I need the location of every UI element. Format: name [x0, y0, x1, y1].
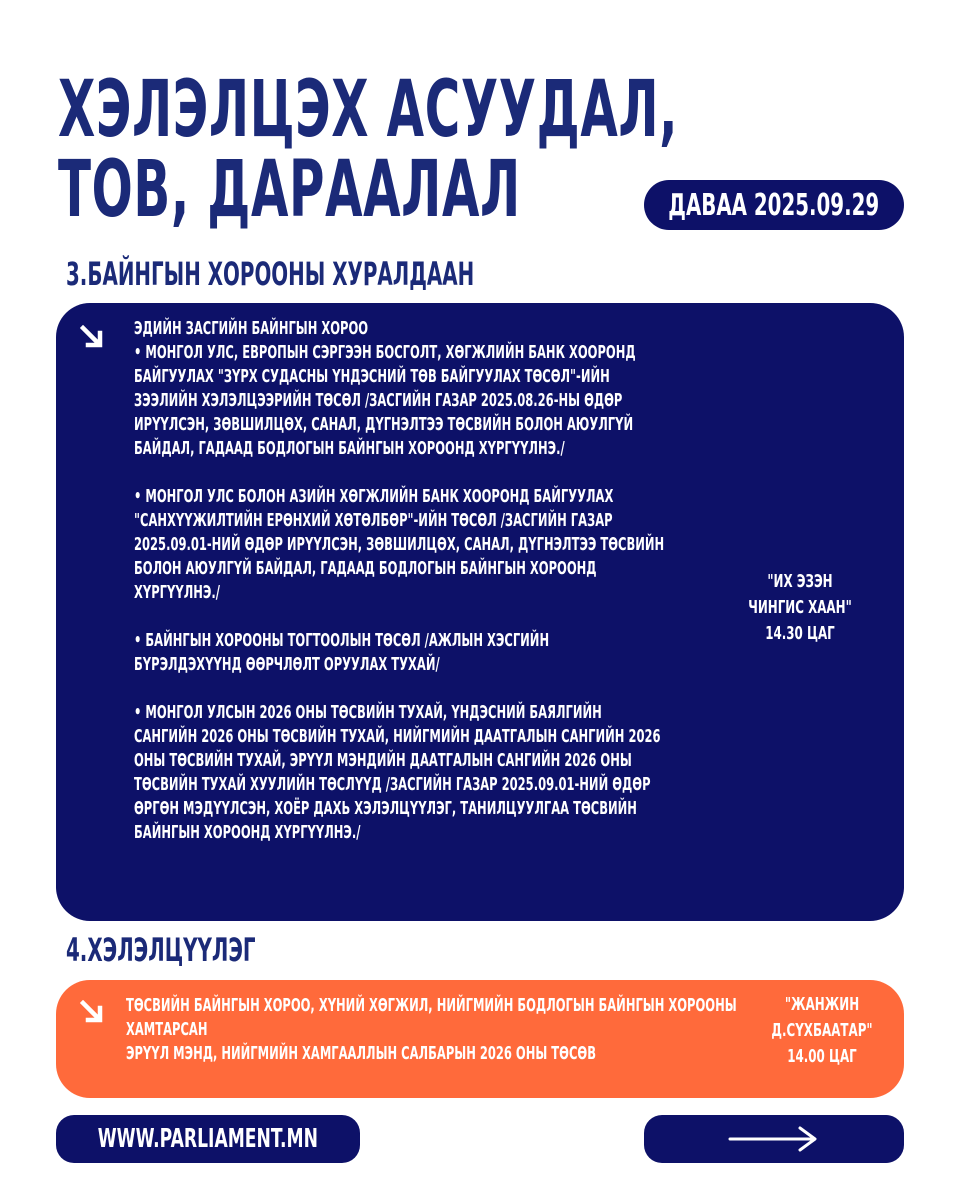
agenda-line: БАЙНГЫН ХОРООНД ХҮРГҮҮЛНЭ./	[134, 822, 361, 843]
agenda-line: • МОНГОЛ УЛС, ЕВРОПЫН СЭРГЭЭН БОСГОЛТ, ХӨГЖЛИЙН БАНК ХООРОНД	[134, 342, 636, 363]
agenda-line: ЭДИЙН ЗАСГИЙН БАЙНГЫН ХОРОО	[134, 318, 369, 339]
agenda-line: 2025.09.01-НИЙ ӨДӨР ИРҮҮЛСЭН, ЗӨВШИЛЦӨХ, САНАЛ, ДҮГНЭЛТЭЭ ТӨСВИЙН	[134, 534, 665, 555]
section-4-heading	[66, 932, 372, 968]
agenda-line: • БАЙНГЫН ХОРООНЫ ТОГТООЛЫН ТӨСӨЛ /АЖЛЫН ХЭСГИЙН	[134, 630, 550, 651]
agenda-line	[134, 461, 518, 485]
arrow-down-right-icon	[80, 325, 106, 351]
venue-line: Д.СҮХБААТАР"	[771, 1020, 873, 1041]
discussion-venue	[742, 992, 902, 1070]
agenda-line: ӨРГӨН МЭДҮҮЛСЭН, ХОЁР ДАХЬ ХЭЛЭЛЦҮҮЛЭГ, ТАНИЛЦУУЛГАА ТӨСВИЙН	[134, 798, 637, 819]
venue-line: 14.30 ЦАГ	[765, 623, 835, 644]
venue-line: "ЖАНЖИН	[784, 994, 860, 1015]
committee-session-card	[56, 303, 904, 921]
agenda-line: ЭРҮҮЛ МЭНД, НИЙГМИЙН ХАМГААЛЛЫН САЛБАРЫН 2026 ОНЫ ТӨСӨВ	[126, 1043, 596, 1064]
agenda-line: САНГИЙН 2026 ОНЫ ТӨСВИЙН ТУХАЙ, НИЙГМИЙН ДААТГАЛЫН САНГИЙН 2026	[134, 726, 661, 747]
title-line-1: ХЭЛЭЛЦЭХ АСУУДАЛ,	[58, 65, 679, 155]
date-label: ДАВАА 2025.09.29	[668, 187, 880, 223]
agenda-line	[134, 605, 518, 629]
agenda-line: • МОНГОЛ УЛСЫН 2026 ОНЫ ТӨСВИЙН ТУХАЙ, ҮНДЭСНИЙ БАЯЛГИЙН	[134, 702, 602, 723]
date-badge	[644, 180, 904, 230]
agenda-line: ХҮРГҮҮЛНЭ./	[134, 582, 220, 603]
agenda-line: ТӨСВИЙН ТУХАЙ ХУУЛИЙН ТӨСЛҮҮД /ЗАСГИЙН ГАЗАР 2025.09.01-НИЙ ӨДӨР	[134, 774, 651, 795]
section-4-heading-text: 4.ХЭЛЭЛЦҮҮЛЭГ	[66, 931, 256, 969]
venue-line: 14.00 ЦАГ	[787, 1046, 857, 1067]
agenda-line: ТӨСВИЙН БАЙНГЫН ХОРОО, ХҮНИЙ ХӨГЖИЛ, НИЙГМИЙН БОДЛОГЫН БАЙНГЫН ХОРООНЫ	[126, 995, 737, 1016]
arrow-right-icon	[728, 1124, 820, 1154]
website-label: WWW.PARLIAMENT.MN	[97, 1124, 319, 1154]
agenda-line: ИРҮҮЛСЭН, ЗӨВШИЛЦӨХ, САНАЛ, ДҮГНЭЛТЭЭ ТӨСВИЙН БОЛОН АЮУЛГҮЙ	[134, 414, 634, 435]
website-link[interactable]	[56, 1115, 360, 1163]
agenda-line: БҮРЭЛДЭХҮҮНД ӨӨРЧЛӨЛТ ОРУУЛАХ ТУХАЙ/	[134, 654, 440, 675]
agenda-line: ХАМТАРСАН	[126, 1019, 208, 1040]
section-3-heading-text: 3.БАЙНГЫН ХОРООНЫ ХУРАЛДААН	[66, 255, 475, 293]
discussion-card	[56, 980, 904, 1098]
discussion-agenda	[126, 994, 766, 1066]
venue-line: "ИХ ЭЗЭН	[767, 571, 833, 592]
session-venue	[720, 569, 880, 647]
agenda-line	[134, 677, 518, 701]
agenda-line: "САНХҮҮЖИЛТИЙН ЕРӨНХИЙ ХӨТӨЛБӨР"-ИЙН ТӨСӨЛ /ЗАСГИЙН ГАЗАР	[134, 510, 613, 531]
section-3-heading	[66, 256, 724, 292]
agenda-line: ЗЭЭЛИЙН ХЭЛЭЛЦЭЭРИЙН ТӨСӨЛ /ЗАСГИЙН ГАЗАР 2025.08.26-НЫ ӨДӨР	[134, 390, 623, 411]
arrow-down-right-icon	[80, 1000, 106, 1026]
agenda-line: БАЙГУУЛАХ "ЗҮРХ СУДАСНЫ ҮНДЭСНИЙ ТӨВ БАЙГУУЛАХ ТӨСӨЛ"-ИЙН	[134, 366, 610, 387]
agenda-line: • МОНГОЛ УЛС БОЛОН АЗИЙН ХӨГЖЛИЙН БАНК ХООРОНД БАЙГУУЛАХ	[134, 486, 614, 507]
venue-line: ЧИНГИС ХААН"	[748, 597, 852, 618]
agenda-line: БАЙДАЛ, ГАДААД БОДЛОГЫН БАЙНГЫН ХОРООНД ХҮРГҮҮЛНЭ./	[134, 438, 565, 459]
title-line-2: ТОВ, ДАРААЛАЛ	[58, 145, 521, 235]
session-agenda	[134, 317, 734, 845]
agenda-line: БОЛОН АЮУЛГҮЙ БАЙДАЛ, ГАДААД БОДЛОГЫН БАЙНГЫН ХОРООНД	[134, 558, 597, 579]
agenda-line: ОНЫ ТӨСВИЙН ТУХАЙ, ЭРҮҮЛ МЭНДИЙН ДААТГАЛЫН САНГИЙН 2026 ОНЫ	[134, 750, 632, 771]
next-button[interactable]	[644, 1115, 904, 1163]
